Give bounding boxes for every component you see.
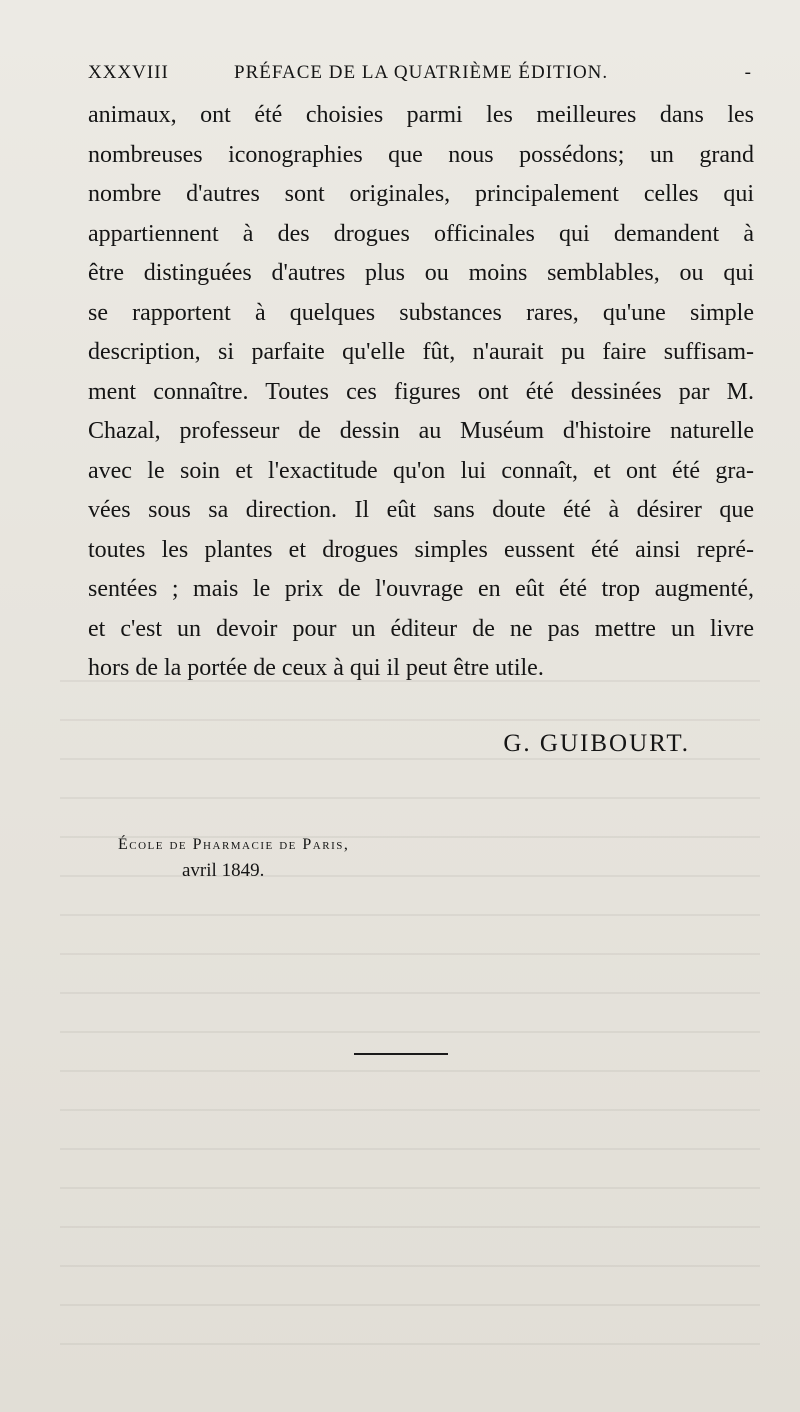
text-line: Chazal, professeur de dessin au Muséum d'histoire naturelle: [88, 418, 754, 444]
section-divider: [354, 1053, 448, 1055]
text-line: sentées ; mais le prix de l'ouvrage en eût été trop augmenté,: [88, 576, 754, 602]
text-line: toutes les plantes et drogues simples eussent été ainsi repré-: [88, 536, 754, 563]
text-line: ment connaître. Toutes ces figures ont été dessinées par M.: [88, 378, 754, 405]
text-line: description, si parfaite qu'elle fût, n'aurait pu faire suffisam-: [88, 339, 754, 365]
signature-date: avril 1849.: [182, 860, 265, 881]
text-line: et c'est un devoir pour un éditeur de ne pas mettre un livre: [88, 615, 754, 642]
text-line: appartiennent à des drogues officinales qui demandent à: [88, 220, 754, 247]
text-line: nombreuses iconographies que nous possédons; un grand: [88, 141, 754, 168]
running-title: PRÉFACE DE LA QUATRIÈME ÉDITION.: [234, 62, 609, 83]
preface-paragraph: [88, 96, 754, 689]
header-mark: -: [744, 62, 752, 83]
text-line: avec le soin et l'exactitude qu'on lui connaît, et ont été gra-: [88, 457, 754, 484]
text-line: être distinguées d'autres plus ou moins semblables, ou qui: [88, 260, 754, 286]
text-line: hors de la portée de ceux à qui il peut être utile.: [88, 655, 544, 681]
text-line: animaux, ont été choisies parmi les meilleures dans les: [88, 102, 754, 128]
running-header: [88, 62, 752, 90]
show-through-texture: [60, 660, 760, 1360]
text-line: nombre d'autres sont originales, principalement celles qui: [88, 181, 754, 207]
author-signature: G. GUIBOURT.: [503, 730, 690, 757]
signature-place: École de Pharmacie de Paris,: [118, 836, 350, 853]
text-line: se rapportent à quelques substances rares, qu'une simple: [88, 299, 754, 326]
text-line: vées sous sa direction. Il eût sans doute été à désirer que: [88, 497, 754, 523]
page-number: XXXVIII: [88, 62, 169, 83]
